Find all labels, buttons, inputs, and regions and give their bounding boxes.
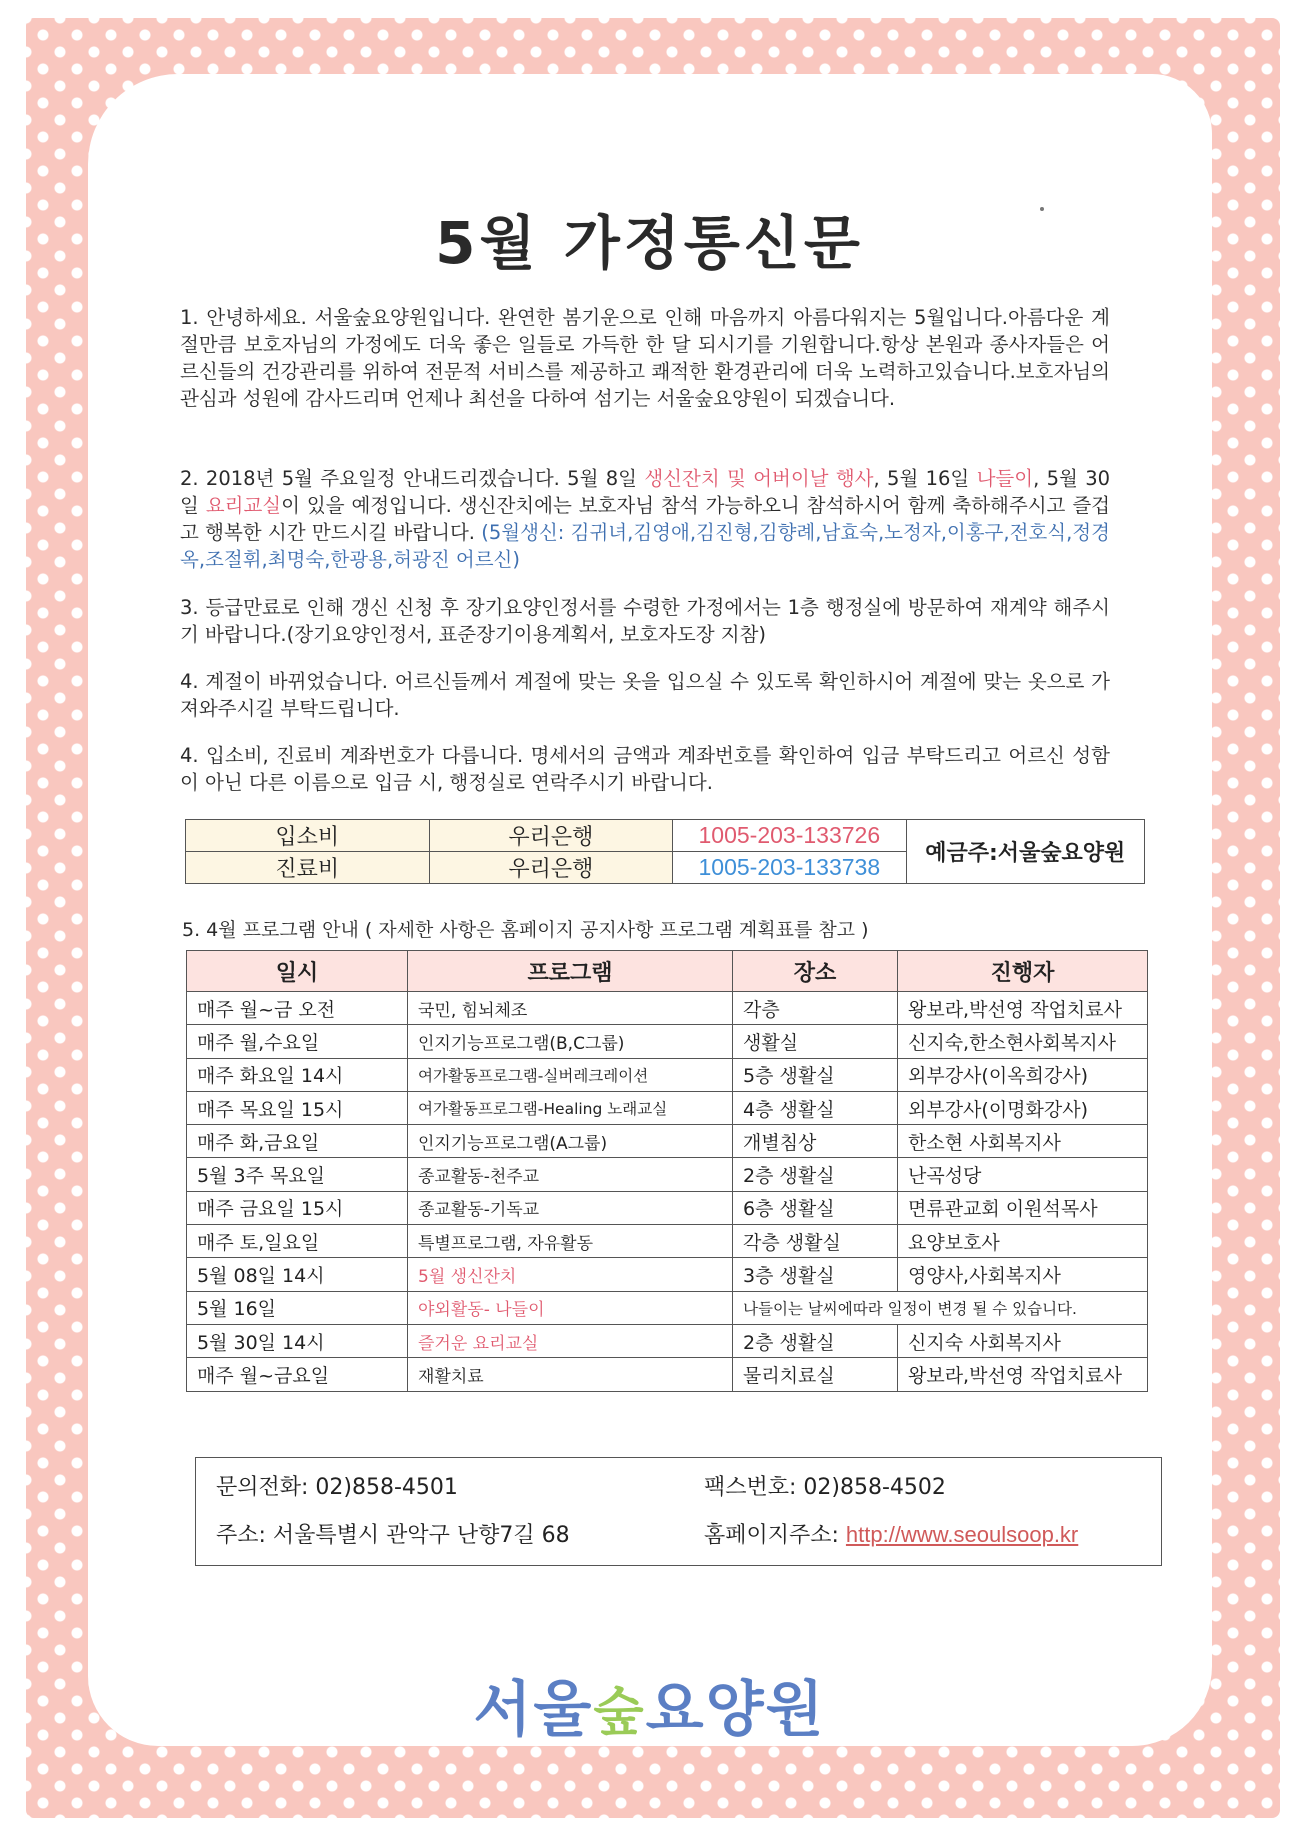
cell-place: 각층 bbox=[733, 992, 898, 1025]
homepage-label: 홈페이지주소: bbox=[704, 1523, 846, 1548]
account-number: 1005-203-133726 bbox=[673, 820, 906, 852]
cell-place: 5층 생활실 bbox=[733, 1058, 898, 1091]
cell-note: 나들이는 날씨에따라 일정이 변경 될 수 있습니다. bbox=[733, 1291, 1148, 1324]
bank-name: 우리은행 bbox=[429, 852, 673, 884]
table-row bbox=[187, 1091, 1148, 1124]
table-row bbox=[187, 1358, 1148, 1391]
cell-leader: 왕보라,박선영 작업치료사 bbox=[898, 1358, 1148, 1391]
birthday-list: (5월생신: 김귀녀,김영애,김진형,김향례,남효숙,노정자,이홍구,전호식,정경옥,조절휘,최명숙,한광용,허광진 어르신) bbox=[180, 521, 1110, 571]
cell-when: 매주 금요일 15시 bbox=[187, 1191, 408, 1224]
contact-address: 주소: 서울특별시 관악구 난향7길 68 bbox=[216, 1523, 570, 1548]
table-row bbox=[187, 1125, 1148, 1158]
cell-program: 여가활동프로그램-실버레크레이션 bbox=[408, 1058, 733, 1091]
fee-label: 진료비 bbox=[186, 852, 430, 884]
cell-when: 매주 화,금요일 bbox=[187, 1125, 408, 1158]
cell-place: 각층 생활실 bbox=[733, 1225, 898, 1258]
cell-program-highlight: 즐거운 요리교실 bbox=[408, 1324, 733, 1357]
column-header: 진행자 bbox=[898, 951, 1148, 992]
cell-program: 여가활동프로그램-Healing 노래교실 bbox=[408, 1091, 733, 1124]
cell-when: 매주 화요일 14시 bbox=[187, 1058, 408, 1091]
cell-place: 4층 생활실 bbox=[733, 1091, 898, 1124]
table-row bbox=[186, 820, 1145, 852]
program-heading: 5. 4월 프로그램 안내 ( 자세한 사항은 홈페이지 공지사항 프로그램 계획표를 참고 ) bbox=[182, 919, 869, 941]
logo-text: 요양원 bbox=[645, 1675, 826, 1745]
contact-fax: 팩스번호: 02)858-4502 bbox=[704, 1475, 946, 1500]
cell-leader: 왕보라,박선영 작업치료사 bbox=[898, 992, 1148, 1025]
cell-place: 생활실 bbox=[733, 1025, 898, 1058]
cell-place: 개별침상 bbox=[733, 1125, 898, 1158]
table-row bbox=[187, 992, 1148, 1025]
cell-when: 매주 목요일 15시 bbox=[187, 1091, 408, 1124]
cell-program: 종교활동-천주교 bbox=[408, 1158, 733, 1191]
schedule-text: 이 있을 예정입니다. 생신잔치에는 보호자님 참석 가능하오니 참석하시어 함께 축하해주시고 즐겁고 행복한 시간 만드시길 바랍니다. bbox=[180, 494, 1110, 544]
table-row bbox=[187, 1158, 1148, 1191]
logo-leaf-text: 숲 bbox=[593, 1683, 646, 1743]
cell-when: 5월 30일 14시 bbox=[187, 1324, 408, 1357]
cell-program: 인지기능프로그램(A그룹) bbox=[408, 1125, 733, 1158]
cell-leader: 영양사,사회복지사 bbox=[898, 1258, 1148, 1291]
table-header-row bbox=[187, 951, 1148, 992]
cell-program: 국민, 힘뇌체조 bbox=[408, 992, 733, 1025]
cell-leader: 외부강사(이명화강사) bbox=[898, 1091, 1148, 1124]
paragraph-schedule bbox=[180, 465, 1110, 573]
paragraph-renewal: 3. 등급만료로 인해 갱신 신청 후 장기요양인정서를 수령한 가정에서는 1층 행정실에 방문하여 재계약 해주시기 바랍니다.(장기요양인정서, 표준장기이용계획서, 보호자도장 지참) bbox=[180, 596, 1110, 646]
bank-name: 우리은행 bbox=[429, 820, 673, 852]
cell-when: 5월 3주 목요일 bbox=[187, 1158, 408, 1191]
cell-program-highlight: 5월 생신잔치 bbox=[408, 1258, 733, 1291]
contact-phone: 문의전화: 02)858-4501 bbox=[216, 1475, 458, 1500]
cell-place: 물리치료실 bbox=[733, 1358, 898, 1391]
paragraph-clothing: 4. 계절이 바뀌었습니다. 어르신들께서 계절에 맞는 옷을 입으실 수 있도록 확인하시어 계절에 맞는 옷으로 가져와주시길 부탁드립니다. bbox=[180, 670, 1110, 720]
table-row bbox=[187, 1191, 1148, 1224]
cell-program-highlight: 야외활동- 나들이 bbox=[408, 1291, 733, 1324]
cell-when: 매주 월~금 오전 bbox=[187, 992, 408, 1025]
cell-program: 인지기능프로그램(B,C그룹) bbox=[408, 1025, 733, 1058]
paragraph-accounts: 4. 입소비, 진료비 계좌번호가 다릅니다. 명세서의 금액과 계좌번호를 확인하여 입금 부탁드리고 어르신 성함이 아닌 다른 이름으로 입금 시, 행정실로 연락주시기 바랍니다. bbox=[180, 744, 1110, 794]
cell-program: 재활치료 bbox=[408, 1358, 733, 1391]
cell-place: 2층 생활실 bbox=[733, 1324, 898, 1357]
column-header: 장소 bbox=[733, 951, 898, 992]
schedule-text: , 5월 30일 bbox=[180, 467, 1111, 517]
table-row bbox=[187, 1058, 1148, 1091]
cell-when: 5월 16일 bbox=[187, 1291, 408, 1324]
account-holder: 예금주:서울숲요양원 bbox=[906, 820, 1145, 884]
cell-leader: 한소현 사회복지사 bbox=[898, 1125, 1148, 1158]
cell-leader: 신지숙,한소현사회복지사 bbox=[898, 1025, 1148, 1058]
logo-text: 서울 bbox=[473, 1675, 594, 1745]
schedule-text: , 5월 16일 bbox=[873, 467, 977, 490]
cell-when: 매주 월,수요일 bbox=[187, 1025, 408, 1058]
cell-program: 특별프로그램, 자유활동 bbox=[408, 1225, 733, 1258]
table-row bbox=[187, 1324, 1148, 1357]
paragraph-greeting: 1. 안녕하세요. 서울숲요양원입니다. 완연한 봄기운으로 인해 마음까지 아름다워지는 5월입니다.아름다운 계절만큼 보호자님의 가정에도 더욱 좋은 일들로 가득한 한 달 되시기를 기원합니다.항상 본원과 종사자들은 어르신들의 건강관리를 위하여 전문적 서비스를 제공하고 쾌적한 환경관리에 더욱 노력하고있습니다.보호자님의 관심과 성원에 감사드리며 언제나 최선을 다하여 섬기는 서울숲요양원이 되겠습니다. bbox=[180, 306, 1110, 410]
table-row bbox=[187, 1291, 1148, 1324]
account-number: 1005-203-133738 bbox=[673, 852, 906, 884]
column-header: 일시 bbox=[187, 951, 408, 992]
cell-leader: 난곡성당 bbox=[898, 1158, 1148, 1191]
cell-place: 2층 생활실 bbox=[733, 1158, 898, 1191]
fee-label: 입소비 bbox=[186, 820, 430, 852]
contact-homepage bbox=[704, 1518, 1078, 1549]
event-outing: 나들이 bbox=[976, 467, 1034, 490]
homepage-link[interactable]: http://www.seoulsoop.kr bbox=[845, 1522, 1079, 1547]
cell-when: 매주 토,일요일 bbox=[187, 1225, 408, 1258]
cell-leader: 요양보호사 bbox=[898, 1225, 1148, 1258]
cell-program: 종교활동-기독교 bbox=[408, 1191, 733, 1224]
cell-when: 5월 08일 14시 bbox=[187, 1258, 408, 1291]
page-title: 5월 가정통신문 bbox=[435, 209, 864, 277]
cell-leader: 면류관교회 이원석목사 bbox=[898, 1191, 1148, 1224]
cell-leader: 신지숙 사회복지사 bbox=[898, 1324, 1148, 1357]
cell-place: 6층 생활실 bbox=[733, 1191, 898, 1224]
cell-leader: 외부강사(이옥희강사) bbox=[898, 1058, 1148, 1091]
table-row bbox=[187, 1258, 1148, 1291]
event-cooking: 요리교실 bbox=[205, 494, 282, 517]
cell-when: 매주 월~금요일 bbox=[187, 1358, 408, 1391]
column-header: 프로그램 bbox=[408, 951, 733, 992]
bank-account-table bbox=[185, 819, 1145, 884]
cell-place: 3층 생활실 bbox=[733, 1258, 898, 1291]
schedule-text: 2. 2018년 5월 주요일정 안내드리겠습니다. 5월 8일 bbox=[180, 467, 645, 490]
table-row bbox=[187, 1025, 1148, 1058]
contact-box bbox=[195, 1457, 1162, 1566]
event-birthday: 생신잔치 및 어버이날 행사 bbox=[644, 467, 874, 490]
program-table bbox=[186, 950, 1148, 1392]
logo bbox=[0, 1662, 1299, 1748]
table-row bbox=[187, 1225, 1148, 1258]
